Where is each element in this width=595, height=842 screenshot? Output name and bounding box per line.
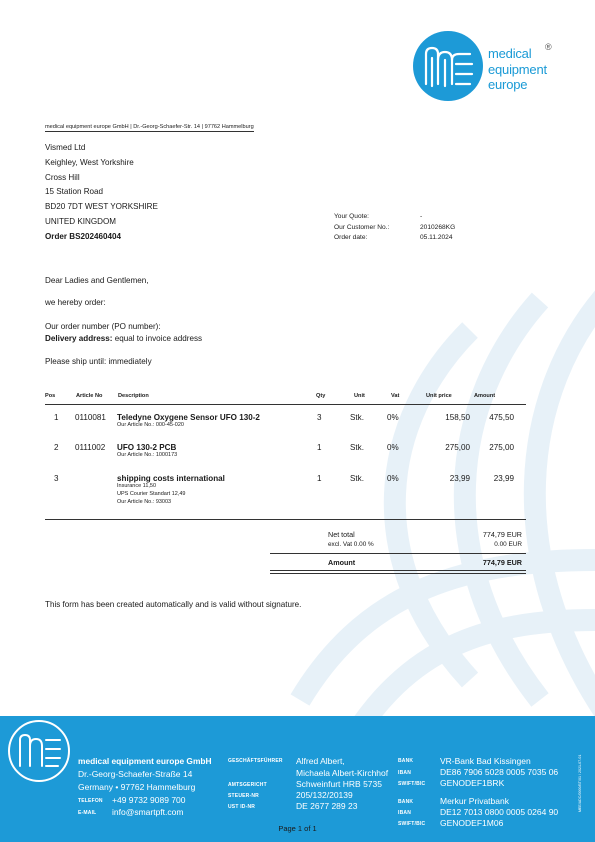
- row-amount: 475,50: [489, 413, 514, 422]
- row-description: UFO 130-2 PCB: [117, 443, 177, 452]
- row-amount: 23,99: [493, 474, 514, 483]
- table-header-rule: [45, 404, 526, 405]
- footer-court-value: Schweinfurt HRB 5735: [296, 779, 382, 789]
- ship-until-line: Please ship until: immediately: [45, 357, 152, 366]
- company-logo-text: [488, 46, 547, 93]
- logo-line: medical: [488, 46, 532, 61]
- row-sub: UPS Courier Standart 12,49: [117, 491, 186, 497]
- footer-bank1-bic: GENODEF1BRK: [440, 778, 505, 788]
- vat-label: excl. Vat 0.00 %: [328, 541, 374, 548]
- vat-value: 0.00 EUR: [494, 541, 522, 548]
- footer-address-2: Germany • 97762 Hammelburg: [78, 782, 196, 792]
- totals-double-rule-bottom: [270, 573, 526, 574]
- row-vat: 0%: [387, 413, 399, 422]
- footer-vat-value: DE 2677 289 23: [296, 801, 358, 811]
- col-header-amount: Amount: [474, 393, 496, 399]
- footer-bank1-bic-label: SWIFT/BIC: [398, 781, 426, 787]
- meta-row: [334, 233, 455, 244]
- address-line: Keighley, West Yorkshire: [45, 157, 134, 167]
- footer-bank2-iban: DE12 7013 0800 0005 0264 90: [440, 807, 559, 817]
- footer-bank2-label: BANK: [398, 799, 414, 805]
- footer-bank1-iban-label: IBAN: [398, 770, 412, 776]
- footer-vat-label: UST ID-NR: [228, 804, 256, 810]
- po-number-line: Our order number (PO number):: [45, 322, 161, 331]
- footer-md-label: GESCHÄFTSFÜHRER: [228, 758, 283, 764]
- row-qty: 1: [317, 443, 322, 452]
- meta-label: Our Customer No.:: [334, 223, 390, 231]
- footer-tax-value: 205/132/20139: [296, 790, 353, 800]
- address-line: BD20 7DT WEST YORKSHIRE: [45, 202, 158, 212]
- registered-mark: ®: [545, 42, 552, 52]
- row-sub: Our Article No.: 000-45-020: [117, 422, 184, 428]
- intro-text: we hereby order:: [45, 298, 106, 307]
- net-total-label: Net total: [328, 530, 355, 539]
- footer-court-label: AMTSGERICHT: [228, 782, 267, 788]
- footer-bank2-bic: GENODEF1M06: [440, 818, 504, 828]
- row-unit-price: 158,50: [445, 413, 470, 422]
- delivery-address-line: [45, 334, 202, 343]
- address-line: Cross Hill: [45, 172, 80, 182]
- row-vat: 0%: [387, 474, 399, 483]
- company-logo-icon: [412, 30, 484, 102]
- row-unit: Stk.: [350, 413, 364, 422]
- address-line: Vismed Ltd: [45, 143, 86, 152]
- col-header-unit-price: Unit price: [426, 393, 452, 399]
- logo-line: europe: [488, 77, 528, 92]
- footer-md-value-2: Michaela Albert-Kirchhof: [296, 768, 389, 778]
- totals-double-rule-top: [270, 570, 526, 571]
- net-total-value: 774,79 EUR: [482, 530, 522, 539]
- row-sub: Our Article No.: 93003: [117, 499, 172, 505]
- delivery-label: Delivery address:: [45, 334, 113, 343]
- col-header-pos: Pos: [45, 393, 56, 399]
- row-article: 0110081: [75, 413, 106, 422]
- logo-line: equipment: [488, 61, 547, 77]
- greeting: Dear Ladies and Gentlemen,: [45, 276, 149, 285]
- row-unit: Stk.: [350, 474, 364, 483]
- row-article: 0111002: [75, 443, 106, 452]
- row-unit: Stk.: [350, 443, 364, 452]
- row-sub: Our Article No.: 1000173: [117, 452, 178, 458]
- row-pos: 2: [54, 443, 59, 452]
- footer-bank1-label: BANK: [398, 758, 414, 764]
- table-bottom-rule: [45, 519, 526, 520]
- footer-document-code: MEE/ADC/0000/BT/01 / 2021-07-01: [578, 754, 582, 812]
- row-unit-price: 275,00: [445, 443, 470, 452]
- col-header-qty: Qty: [316, 393, 326, 399]
- footer-bank2-bic-label: SWIFT/BIC: [398, 821, 426, 827]
- col-header-article: Article No: [76, 393, 103, 399]
- row-pos: 1: [54, 413, 59, 422]
- footer-logo-icon: [6, 718, 72, 784]
- row-description: shipping costs international: [117, 474, 225, 483]
- meta-label: Your Quote:: [334, 213, 369, 220]
- address-line: 15 Station Road: [45, 187, 104, 197]
- meta-value: 05.11.2024: [420, 234, 453, 241]
- page-number: Page 1 of 1: [278, 824, 317, 833]
- footer-email-label: E-MAIL: [78, 810, 97, 816]
- totals-rule: [270, 553, 526, 554]
- row-sub: Insurance 11,50: [117, 483, 157, 489]
- row-unit-price: 23,99: [449, 474, 470, 483]
- row-pos: 3: [54, 474, 59, 483]
- footer-phone: +49 9732 9089 700: [112, 795, 186, 805]
- row-vat: 0%: [387, 443, 399, 452]
- col-header-description: Description: [118, 393, 149, 399]
- footer-email[interactable]: info@smartpft.com: [112, 807, 184, 817]
- recipient-address: [45, 141, 158, 245]
- footer-address-1: Dr.-Georg-Schaefer-Straße 14: [78, 769, 193, 779]
- footer-bank1-iban: DE86 7906 5028 0005 7035 06: [440, 767, 559, 777]
- meta-label: Order date:: [334, 234, 368, 241]
- amount-value: 774,79 EUR: [482, 558, 522, 567]
- meta-value: -: [420, 213, 423, 220]
- meta-value: 2010268KG: [420, 223, 456, 231]
- footer-bank2-name: Merkur Privatbank: [440, 796, 509, 806]
- meta-row: [334, 223, 455, 234]
- address-line: UNITED KINGDOM: [45, 216, 117, 226]
- footer-phone-label: TELEFON: [78, 798, 103, 804]
- order-number: Order BS202460404: [45, 231, 122, 241]
- meta-row: [334, 212, 455, 223]
- footer-bank2-iban-label: IBAN: [398, 810, 412, 816]
- footer-company-name: medical equipment europe GmbH: [78, 756, 212, 766]
- col-header-vat: Vat: [391, 393, 400, 399]
- col-header-unit: Unit: [354, 393, 365, 399]
- footer-md-value-1: Alfred Albert,: [296, 756, 345, 766]
- row-qty: 1: [317, 474, 322, 483]
- row-qty: 3: [317, 413, 322, 422]
- amount-label: Amount: [328, 558, 356, 567]
- footer-tax-label: STEUER-NR: [228, 793, 259, 799]
- footer-bank1-name: VR-Bank Bad Kissingen: [440, 756, 531, 766]
- auto-generated-notice: This form has been created automatically and is valid without signature.: [45, 600, 302, 609]
- row-description: Teledyne Oxygene Sensor UFO 130-2: [117, 413, 260, 422]
- delivery-value: equal to invoice address: [114, 334, 203, 343]
- order-meta: [334, 212, 455, 244]
- sender-line: medical equipment europe GmbH | Dr.-Georg-Schaefer-Str. 14 | 97762 Hammelburg: [45, 124, 254, 130]
- row-amount: 275,00: [489, 443, 514, 452]
